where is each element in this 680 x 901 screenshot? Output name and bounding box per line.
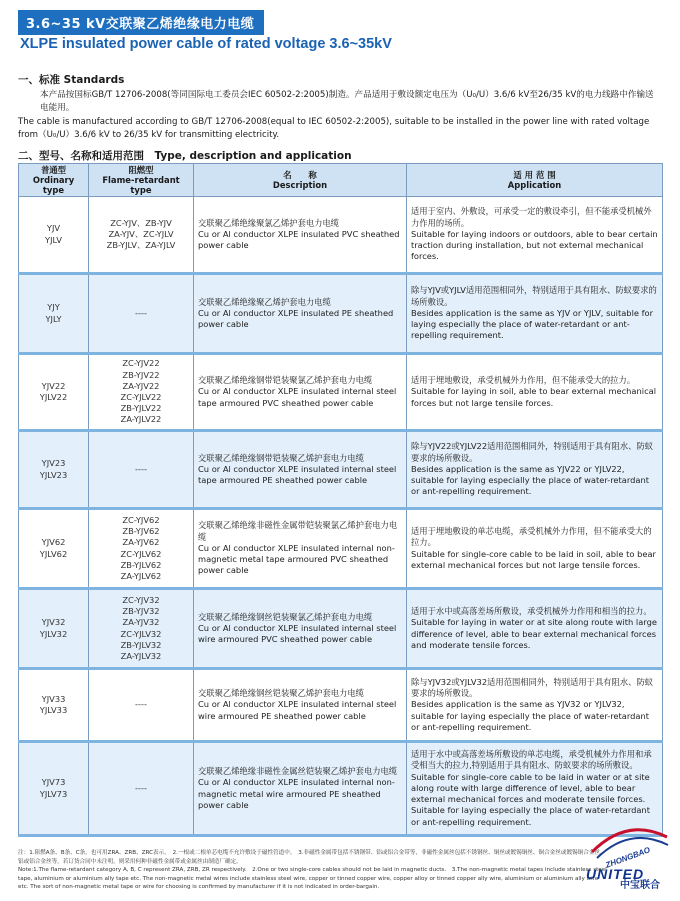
application-en: Suitable for laying in soil, able to bear external mechanical forces but not large tensile forces. [411, 386, 657, 408]
page-title-en: XLPE insulated power cable of rated voltage 3.6~35kV [20, 36, 392, 52]
application-en: Suitable for laying indoors or outdoors, able to bear certain traction during installation, but not external mechanical forces. [411, 228, 658, 262]
application-cn: 适用于埋地敷设，承受机械外力作用，但不能承受大的拉力。 [411, 375, 636, 386]
header-application: 适 用 范 围 Application [407, 164, 663, 197]
description-en: Cu or Al conductor XLPE insulated internal steel wire armoured PVC sheathed power cable [198, 622, 397, 645]
application-en: Besides application is the same as YJV22 or YJLV22, suitable for laying especially the place of water-retardant or ant-repelling requirement. [411, 463, 650, 497]
ordinary-type-item: YJLV33 [39, 705, 68, 715]
flame-retardant-item: ZB-YJLV22 [120, 403, 162, 414]
flame-retardant-item: ZA-YJV、ZC-YJLV [108, 228, 174, 239]
description-cn: 交联聚乙烯绝缘非磁性金属带铠装聚氯乙烯护套电力电缆 [198, 520, 398, 542]
description-cn: 交联聚乙烯绝缘聚乙烯护套电力电缆 [198, 296, 331, 307]
footnote-cn: 注：1.阻燃A条、B条、C条，也可用ZRA、ZRB、ZRC表示。 2.一根或二根单芯电缆不允许敷设于磁性管道中。 3.非磁性金属带包括不锈钢带、铝或铝合金带等，非磁性金属丝包括不锈钢丝、铜丝或镀锡铜丝、铜合金丝或镀锡铜合金丝、铝或铝合金丝等，若订货合同中未注明，则采用何种非磁性金属带或金属丝由制造厂确定。 [18, 850, 606, 865]
table-row [19, 742, 663, 836]
description-cell [194, 742, 407, 836]
description-cn: 交联聚乙烯绝缘非磁性金属丝铠装聚乙烯护套电力电缆 [198, 766, 398, 777]
description-en: Cu or Al conductor XLPE insulated PVC sheathed power cable [198, 228, 400, 251]
description-cn: 交联聚乙烯绝缘钢带铠装聚乙烯护套电力电缆 [198, 452, 364, 463]
ordinary-type-item: YJLV [45, 234, 62, 245]
logo-brand-text: UNITED [586, 866, 645, 882]
application-cell [407, 354, 663, 431]
ordinary-type-item: YJLV32 [39, 628, 68, 639]
footnote [18, 849, 608, 892]
ordinary-type-cell [19, 742, 89, 836]
ordinary-type-item: YJV32 [41, 617, 66, 628]
flame-retardant-item: ZA-YJV62 [122, 537, 160, 548]
footnote-en: Note:1.The flame-retardant category A, B, C represent ZRA, ZRB, ZR respectively. 2.One or two single-core cables should not be laid in magnetic ducts. 3.The non-magnetic metal tapes include stainless steel tape, aluminium or aluminium ally tape etc. The non-magnetic metal wires include stainless steel wire, copper or tinned copper wire, copper alloy or tinned copper ally wire, aluminium or aluminium ally wire etc. The sort of non-magnetic metal tape or wire for choosing is confirmed by manufacturer if it is not indicated in order-bargain. [18, 867, 607, 890]
application-cn: 适用于水中或高落差场所敷设，承受机械外力作用和相当的拉力。 [411, 606, 652, 617]
application-cn: 除与YJV32或YJLV32适用范围相同外，特别适用于具有阻水、防蚁要求的场所敷设。 [411, 676, 654, 699]
description-cell [194, 431, 407, 509]
flame-retardant-cell [89, 742, 194, 836]
flame-retardant-item: ZC-YJV、ZB-YJV [110, 217, 172, 228]
flame-retardant-item: ZC-YJLV22 [120, 392, 162, 402]
application-cell [407, 274, 663, 354]
page-title-cn: 3.6~35 kV交联聚乙烯绝缘电力电缆 [18, 10, 264, 35]
description-en: Cu or Al conductor XLPE insulated internal non-magnetic metal wire armoured PE sheathed power cable [198, 777, 395, 810]
application-cn: 适用于水中或高落差场所敷设的单芯电缆，承受机械外力作用和承受相当大的拉力,特别适用于具有阻水、防蚁要求的场所敷设。 [411, 749, 652, 771]
description-cell [194, 197, 407, 274]
table-header-row [19, 164, 663, 197]
application-en: Besides application is the same as YJV or YJLV, suitable for laying especially the place of water-retardant or ant-repelling requirement. [411, 307, 654, 341]
standards-section [18, 72, 662, 142]
ordinary-type-item: YJV73 [41, 777, 66, 788]
description-cell [194, 509, 407, 589]
flame-retardant-item: ZA-YJLV32 [120, 650, 162, 661]
application-cn: 除与YJV22或YJLV22适用范围相同外，特别适用于具有阻水、防蚁要求的场所敷设。 [411, 441, 654, 463]
ordinary-type-item: YJLV22 [39, 392, 68, 402]
application-en: Suitable for single-core cable to be laid in water or at site along route with large difference of level, able to bear external mechanical forces and moderate tensile forces. Suitable for laying especially the place of water-retardant or ant-repelling requirement. [411, 771, 650, 827]
table-row [19, 274, 663, 354]
description-en: Cu or Al conductor XLPE insulated internal steel tape armoured PVC sheathed power cable [198, 386, 397, 408]
application-cn: 适用于埋地敷设的单芯电缆，承受机械外力作用，但不能承受大的拉力。 [411, 526, 652, 548]
type-section [18, 148, 662, 163]
flame-retardant-cell [89, 354, 194, 431]
ordinary-type-item: YJV23 [41, 458, 66, 469]
flame-retardant-item: ---- [135, 782, 147, 793]
type-heading: 二、型号、名称和适用范围 Type, description and application [18, 150, 352, 162]
description-cell [194, 274, 407, 354]
ordinary-type-cell [19, 669, 89, 742]
table-row [19, 589, 663, 669]
flame-retardant-item: ---- [135, 307, 147, 318]
ordinary-type-item: YJLV23 [39, 469, 68, 480]
flame-retardant-cell [89, 509, 194, 589]
application-cell [407, 431, 663, 509]
ordinary-type-cell [19, 354, 89, 431]
flame-retardant-item: ---- [135, 699, 147, 710]
flame-retardant-item: ZC-YJV22 [122, 358, 160, 369]
description-en: Cu or Al conductor XLPE insulated PE sheathed power cable [198, 307, 394, 330]
logo-cn-text: 中宝联合 [620, 880, 660, 890]
flame-retardant-item: ---- [135, 463, 147, 474]
description-cell [194, 669, 407, 742]
table-row [19, 354, 663, 431]
flame-retardant-item: ZB-YJV32 [122, 606, 160, 617]
flame-retardant-cell [89, 669, 194, 742]
table-row [19, 431, 663, 509]
table-row [19, 669, 663, 742]
flame-retardant-item: ZA-YJV32 [122, 617, 160, 628]
header-ordinary: 普通型 Ordinary type [19, 164, 89, 197]
application-cell [407, 197, 663, 274]
flame-retardant-cell [89, 197, 194, 274]
ordinary-type-cell [19, 589, 89, 669]
cable-type-table [18, 163, 663, 837]
flame-retardant-item: ZA-YJLV22 [120, 414, 162, 425]
description-en: Cu or Al conductor XLPE insulated internal steel tape armoured PE sheathed power cable [198, 463, 397, 486]
flame-retardant-cell [89, 431, 194, 509]
description-cn: 交联聚乙烯绝缘钢带铠装聚氯乙烯护套电力电缆 [198, 375, 373, 386]
flame-retardant-item: ZB-YJLV62 [120, 559, 162, 570]
header-flame-retardant: 阻燃型 Flame-retardant type [89, 164, 194, 197]
logo-arc-text: ZHONGBAO [604, 845, 652, 870]
flame-retardant-item: ZB-YJLV、ZA-YJLV [106, 240, 176, 251]
application-en: Suitable for laying in water or at site along route with large difference of level, able to bear external mechanical forces and moderate tensile forces. [411, 617, 657, 650]
description-cell [194, 354, 407, 431]
header-description: 名 称 Description [194, 164, 407, 197]
standards-text-en: The cable is manufactured according to GB/T 12706-2008(equal to IEC 60502-2:2005), suitable to be installed in the power line with rated voltage from（U₀/U）3.6/6 kV to 26/35 kV for transmitting electricity. [18, 117, 650, 140]
application-cn: 适用于室内、外敷设，可承受一定的敷设牵引，但不能承受机械外力作用的场所。 [411, 206, 652, 228]
ordinary-type-item: YJLY [45, 313, 62, 324]
ordinary-type-cell [19, 509, 89, 589]
ordinary-type-item: YJV62 [41, 537, 66, 548]
ordinary-type-item: YJV22 [41, 380, 66, 391]
flame-retardant-item: ZA-YJLV62 [120, 570, 162, 581]
description-en: Cu or Al conductor XLPE insulated internal steel wire armoured PE sheathed power cable [198, 699, 397, 721]
standards-text-cn: 本产品按国标GB/T 12706-2008(等同国际电工委员会IEC 60502-2:2005)制造。产品适用于敷设额定电压为（U₀/U）3.6/6 kV至26/35 kV的电力线路中作输送电能用。 [40, 90, 654, 113]
flame-retardant-cell [89, 274, 194, 354]
application-en: Suitable for single-core cable to be laid in soil, able to bear external mechanical forces but not large tensile forces. [411, 548, 656, 570]
description-en: Cu or Al conductor XLPE insulated internal non-magnetic metal tape armoured PVC sheathed power cable [198, 542, 395, 576]
table-body [19, 197, 663, 836]
flame-retardant-item: ZA-YJV22 [122, 380, 160, 391]
flame-retardant-item: ZB-YJV22 [122, 369, 160, 380]
flame-retardant-item: ZC-YJV62 [122, 514, 160, 525]
standards-heading: 一、标准 Standards [18, 74, 125, 86]
application-en: Besides application is the same as YJV32 or YJLV32, suitable for laying especially the place of water-retardant or ant-repelling requirement. [411, 699, 650, 732]
ordinary-type-cell [19, 431, 89, 509]
description-cn: 交联聚乙烯绝缘聚氯乙烯护套电力电缆 [198, 217, 340, 228]
flame-retardant-cell [89, 589, 194, 669]
ordinary-type-item: YJV33 [41, 693, 66, 704]
flame-retardant-item: ZC-YJLV62 [120, 548, 162, 559]
ordinary-type-item: YJLV62 [39, 548, 68, 559]
ordinary-type-item: YJV [46, 223, 61, 234]
ordinary-type-item: YJY [47, 302, 60, 313]
application-cell [407, 669, 663, 742]
application-cell [407, 509, 663, 589]
ordinary-type-cell [19, 274, 89, 354]
flame-retardant-item: ZB-YJV62 [122, 526, 160, 537]
application-cn: 除与YJV或YJLV适用范围相同外，特别适用于具有阻水、防蚁要求的场所敷设。 [411, 285, 657, 307]
table-row [19, 509, 663, 589]
ordinary-type-item: YJLV73 [39, 788, 68, 799]
description-cell [194, 589, 407, 669]
flame-retardant-item: ZC-YJLV32 [120, 628, 162, 639]
application-cell [407, 589, 663, 669]
table-row [19, 197, 663, 274]
description-cn: 交联聚乙烯绝缘钢丝铠装聚氯乙烯护套电力电缆 [198, 611, 373, 622]
flame-retardant-item: ZC-YJV32 [122, 594, 160, 605]
flame-retardant-item: ZB-YJLV32 [120, 639, 162, 650]
ordinary-type-cell [19, 197, 89, 274]
description-cn: 交联聚乙烯绝缘钢丝铠装聚乙烯护套电力电缆 [198, 688, 364, 699]
